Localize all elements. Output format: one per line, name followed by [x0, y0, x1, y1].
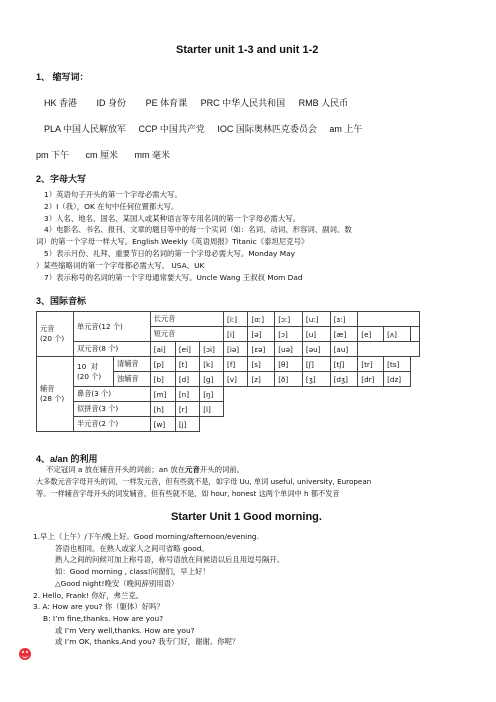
- symbol: [ɑː]: [248, 312, 275, 327]
- unit-line: 或 I’m Very well,thanks. How are you?: [55, 625, 195, 635]
- abbr-item: mm 毫米: [134, 150, 171, 160]
- symbol: [h]: [150, 402, 175, 417]
- unit-line: B: I’m fine,thanks. How are you?: [43, 613, 164, 623]
- unit-line: 答语也相同。在熟人或家人之间可省略 good。: [55, 543, 209, 553]
- abbr-item: cm 厘米: [85, 150, 119, 160]
- voiced-label: 浊辅音: [114, 372, 151, 387]
- abbr-item: PRC 中华人民共和国: [200, 98, 286, 108]
- symbol: [u]: [302, 327, 330, 342]
- phonetic-table: [36, 311, 420, 432]
- symbol: [θ]: [275, 357, 303, 372]
- symbol: [ʌ]: [384, 327, 411, 342]
- symbol: [ai]: [150, 342, 175, 357]
- symbol: [iː]: [224, 312, 248, 327]
- rule-line: 2）I（我），OK 在句中任何位置都大写。: [44, 201, 179, 211]
- rule-line: 7）表示称号的名词的第一个字母通常要大写。Uncle Wang 王叔叔 Mom Dad: [44, 272, 303, 282]
- page-title: Starter unit 1-3 and unit 1-2: [176, 44, 319, 56]
- unit-line: 或 I’m OK, thanks.And you? 我专门好，谢谢。你呢？: [55, 637, 240, 647]
- empty-cell: [358, 312, 420, 327]
- abbr-item: IOC 国际奥林匹克委员会: [217, 124, 317, 134]
- abbr-row-2: [44, 122, 362, 135]
- symbol: [f]: [224, 357, 248, 372]
- section-2-heading: 2、字母大写: [36, 174, 87, 184]
- symbol: [iə]: [224, 342, 248, 357]
- section-4-line-2: 大多数元音字母开头的词，一样发元音，但有些就不是，如字母 Uu, 单词 useful, university, European: [36, 477, 372, 486]
- liquid-label: 似拼音(3 个): [74, 402, 151, 417]
- pairs-cell: 10 对 (20 个): [74, 357, 114, 387]
- symbol: [uː]: [302, 312, 330, 327]
- symbol: [əu]: [302, 342, 330, 357]
- symbol: [uə]: [275, 342, 303, 357]
- symbol: [z]: [248, 372, 275, 387]
- abbr-item: HK 香港: [44, 98, 78, 108]
- symbol: [d]: [175, 372, 199, 387]
- symbol: [w]: [150, 417, 175, 432]
- section-1-heading: 1、 缩写词：: [36, 72, 89, 82]
- abbr-item: am 上午: [329, 124, 363, 134]
- abbr-item: ID 身份: [96, 98, 127, 108]
- empty-cell: [224, 402, 411, 417]
- rule-line: 4）电影名、书名、报刊、文章的题目等中的每一个实词（如：名词、动词、形容词、副词、数: [44, 225, 352, 235]
- rules-list: [36, 189, 352, 283]
- abbr-row-1: [44, 96, 348, 109]
- symbol: [dz]: [384, 372, 411, 387]
- symbol: [ɛə]: [248, 342, 275, 357]
- diphthong-cell: 双元音(8 个): [74, 342, 151, 357]
- symbol: [p]: [150, 357, 175, 372]
- abbr-item: PE 体育课: [145, 98, 188, 108]
- rule-line: 5）表示月份、礼拜、重要节日的名词的第一个字母必需大写。Monday May: [44, 248, 296, 258]
- symbol: [s]: [248, 357, 275, 372]
- unit-line: △Good night!晚安（晚间辞别用语）: [55, 578, 179, 588]
- symbol: [v]: [224, 372, 248, 387]
- symbol: [t]: [175, 357, 199, 372]
- unit-1-title: Starter Unit 1 Good morning.: [171, 511, 322, 523]
- symbol: [g]: [200, 372, 224, 387]
- symbol: [ə]: [248, 327, 275, 342]
- unit-line: 2. Hello, Frank! 你好，弗兰克。: [33, 590, 144, 600]
- rule-line: 3）人名、地名、国名、某国人或某种语言等专用名词的第一个字母必需大写。: [44, 213, 300, 223]
- short-vowel-label: 短元音: [150, 327, 223, 342]
- symbol: [ts]: [384, 357, 411, 372]
- unit-1-body: [33, 531, 284, 648]
- symbol: [ð]: [275, 372, 303, 387]
- rule-line: 词）的第一个字母一样大写。English Weekly《英语周报》Titanic《泰坦尼克号》: [36, 237, 309, 247]
- section-4-line-1: [46, 464, 244, 476]
- section-4-heading: 4、a/an 的利用: [36, 454, 98, 464]
- symbol: [j]: [175, 417, 199, 432]
- voiceless-label: 清辅音: [114, 357, 151, 372]
- symbol: [ɜː]: [330, 312, 358, 327]
- empty-cell: [410, 327, 419, 342]
- abbr-item: pm 下午: [36, 150, 70, 160]
- empty-cell: [200, 417, 411, 432]
- abbr-row-3: [36, 148, 170, 161]
- rule-line: 1）英语句子开头的第一个字母必需大写。: [44, 190, 182, 199]
- symbol: [dr]: [358, 372, 384, 387]
- symbol: [au]: [330, 342, 358, 357]
- consonant-group-cell: 辅音 (28 个): [37, 357, 74, 432]
- symbol: [æ]: [330, 327, 358, 342]
- symbol: [ɔ]: [275, 327, 303, 342]
- symbol: [ei]: [175, 342, 199, 357]
- symbol: [e]: [358, 327, 384, 342]
- emphasis-text: 元音: [185, 465, 200, 474]
- section-4-line-3: 等。一样辅音字母开头的词发辅音，但有些就不是，如 hour, honest 这两个单词中 h 都不发音: [36, 489, 340, 498]
- monophthong-cell: 单元音(12 个): [74, 312, 151, 342]
- empty-cell: [224, 387, 411, 402]
- abbr-item: CCP 中国共产党: [138, 124, 205, 134]
- symbol: [ʃ]: [302, 357, 330, 372]
- symbol: [k]: [200, 357, 224, 372]
- symbol: [ɔː]: [275, 312, 303, 327]
- symbol: [ʒ]: [302, 372, 330, 387]
- unit-line: 1.早上（上午）/下午/晚上好。Good morning/afternoon/evening.: [33, 532, 259, 541]
- symbol: [l]: [200, 402, 224, 417]
- long-vowel-label: 长元音: [150, 312, 223, 327]
- symbol: [n]: [175, 387, 199, 402]
- symbol: [dʒ]: [330, 372, 358, 387]
- unit-line: 熟人之间的问候可加上称号语，称号语放在问候语以后且用逗号隔开。: [55, 555, 285, 565]
- rule-line: ）某些缩略词的第一个字母都必需大写。 USA、UK: [36, 260, 205, 270]
- unit-line: 3. A: How are you? 你（躯体）好吗？: [33, 602, 164, 612]
- symbol: [tʃ]: [330, 357, 358, 372]
- symbol: [tr]: [358, 357, 384, 372]
- symbol: [m]: [150, 387, 175, 402]
- section-3-heading: 3、国际音标: [36, 296, 87, 306]
- abbr-item: RMB 人民币: [298, 98, 349, 108]
- smiley-icon: [19, 648, 31, 660]
- abbr-item: PLA 中国人民解放军: [44, 124, 127, 134]
- symbol: [ŋ]: [200, 387, 224, 402]
- symbol: [i]: [224, 327, 248, 342]
- semivowel-label: 半元音(2 个): [74, 417, 151, 432]
- symbol: [ɔi]: [200, 342, 224, 357]
- text: 不定冠词 a 放在辅音开头的词前；an 放在: [46, 465, 186, 474]
- text: 开头的词前。: [199, 465, 245, 474]
- symbol: [b]: [150, 372, 175, 387]
- unit-line: 如：Good morning , class!问窗们，早上好！: [55, 567, 210, 577]
- nasal-label: 鼻音(3 个): [74, 387, 151, 402]
- empty-cell: [358, 342, 420, 357]
- symbol: [r]: [175, 402, 199, 417]
- vowel-group-cell: 元音 (20 个): [37, 312, 74, 357]
